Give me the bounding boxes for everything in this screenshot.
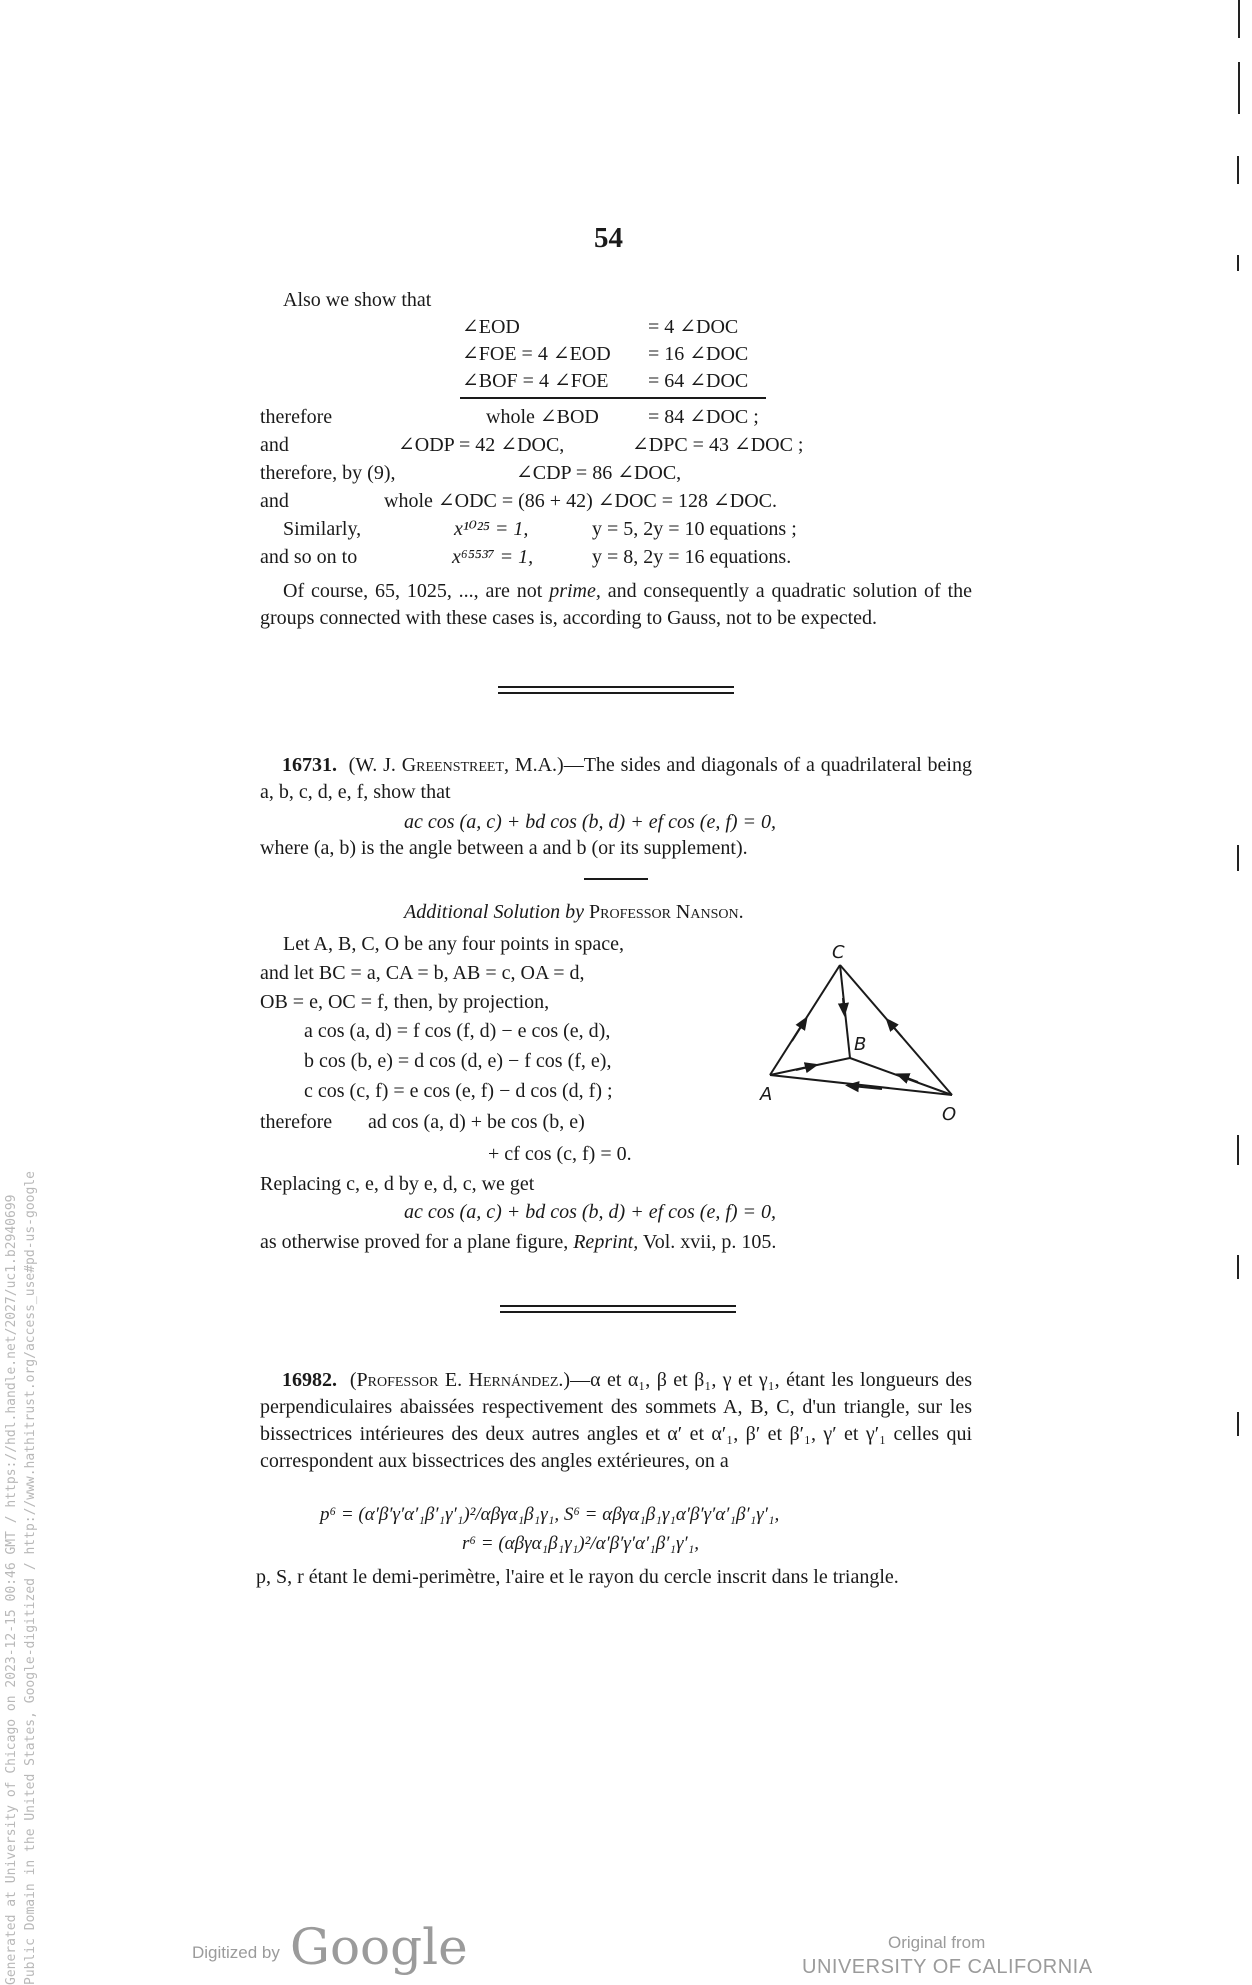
- problem-16982-formula: p⁶ = (α′β′γ′α′₁β′₁γ′₁)²/αβγα₁β₁γ₁, S⁶ = αβγα₁β₁γ₁α′β′γ′α′₁β′₁γ′₁,: [320, 1504, 780, 1525]
- section-divider: [500, 1311, 736, 1313]
- scan-edge-mark: [1237, 255, 1239, 271]
- row-result: = 64 ∠DOC: [648, 370, 749, 392]
- edge-AC: [770, 965, 840, 1075]
- edge-CB: [840, 965, 850, 1058]
- page-number: 54: [594, 222, 623, 254]
- proof-line: OB = e, OC = f, then, by projection,: [260, 991, 550, 1013]
- row-equation: whole ∠BOD: [486, 406, 599, 428]
- row-label: and so on to: [260, 546, 358, 568]
- row-equation: x¹⁰²⁵ = 1,: [454, 518, 529, 540]
- result-formula: ac cos (a, c) + bd cos (b, d) + ef cos (e, f) = 0,: [404, 1201, 777, 1223]
- row-equation: whole ∠ODC = (86 + 42) ∠DOC = 128 ∠DOC.: [384, 490, 777, 512]
- section1-conclusion: Of course, 65, 1025, ..., are not prime, and consequently a quadratic solution of the groups connected with these cases is, according to Gauss, not to be expected.: [260, 580, 972, 629]
- proof-line: and let BC = a, CA = b, AB = c, OA = d,: [260, 962, 585, 984]
- row-result: ∠DPC = 43 ∠DOC ;: [632, 434, 804, 456]
- arrow-OB: [902, 1076, 918, 1082]
- row-equation: ∠ODP = 42 ∠DOC,: [398, 434, 565, 456]
- scan-edge-mark: [1237, 1135, 1239, 1165]
- scan-edge-mark: [1238, 0, 1240, 38]
- problem-16731-note: where (a, b) is the angle between a and b (or its supplement).: [260, 837, 748, 859]
- section-divider: [500, 1305, 736, 1307]
- row-result: = 4 ∠DOC: [648, 316, 739, 338]
- problem-16982-statement: 16982. (Professor E. Hernández.)—α et α₁, β et β₁, γ et γ₁, étant les longueurs des perpendiculaires abaissées respectivement des sommets A, B, C, d'un triangle, sur les bissectrices intérieures des deux autres angles et α′ et α′₁, β′ et β′₁, γ′ et γ′₁ celles qui correspondent aux bissectrices des angles extérieures, on a: [260, 1369, 972, 1472]
- row-equation: ∠FOE = 4 ∠EOD: [462, 343, 611, 365]
- sum-line: + cf cos (c, f) = 0.: [488, 1143, 632, 1165]
- prime-word: prime,: [549, 580, 601, 602]
- row-equation: x⁶⁵⁵³⁷ = 1,: [452, 546, 534, 568]
- row-label: and: [260, 434, 289, 456]
- problem-16731-statement: 16731. (W. J. Greenstreet, M.A.)—The sides and diagonals of a quadrilateral being a, b, c, d, e, f, show that: [260, 754, 972, 803]
- problem-16982-closing: p, S, r étant le demi-perimètre, l'aire et le rayon du cercle inscrit dans le triangle.: [256, 1566, 899, 1588]
- margin-watermark-line2: Public Domain in the United States, Google-digitized / http://www.hathitrust.org/access_use#pd-us-google: [23, 1171, 38, 1985]
- row-equation: ∠BOF = 4 ∠FOE: [462, 370, 609, 392]
- scan-edge-mark: [1237, 156, 1239, 184]
- section-divider: [498, 686, 734, 688]
- row-result: y = 8, 2y = 16 equations.: [592, 546, 792, 568]
- row-label: Similarly,: [283, 518, 362, 540]
- projection-line: b cos (b, e) = d cos (d, e) − f cos (f, e),: [304, 1050, 612, 1072]
- section-divider: [498, 692, 734, 694]
- row-result: y = 5, 2y = 10 equations ;: [592, 518, 797, 540]
- row-label: therefore: [260, 406, 333, 428]
- row-equation: ∠CDP = 86 ∠DOC,: [516, 462, 682, 484]
- original-from-label: Original from: [888, 1933, 986, 1952]
- scan-edge-mark: [1237, 1412, 1239, 1436]
- margin-watermark-line1: Generated at University of Chicago on 2023-12-15 00:46 GMT / https://hdl.handle.net/2027/uc1.b2940699: [4, 1194, 19, 1985]
- sum-rule: [460, 397, 766, 399]
- row-label: and: [260, 490, 289, 512]
- projection-line: a cos (a, d) = f cos (f, d) − e cos (e, d),: [304, 1020, 611, 1042]
- margin-watermark: [2, 1171, 40, 1985]
- arrow-OC: [890, 1023, 902, 1037]
- row-label: therefore, by (9),: [260, 462, 396, 484]
- institution-label: UNIVERSITY OF CALIFORNIA: [802, 1956, 1093, 1978]
- scan-edge-mark: [1237, 1255, 1239, 1279]
- therefore-label: therefore: [260, 1111, 333, 1133]
- row-result: = 16 ∠DOC: [648, 343, 749, 365]
- intro-line: Also we show that: [283, 289, 432, 311]
- problem-16731-formula: ac cos (a, c) + bd cos (b, d) + ef cos (e, f) = 0,: [404, 811, 777, 833]
- label-B: B: [854, 1034, 867, 1055]
- digitized-by-label: Digitized by: [192, 1943, 280, 1962]
- row-equation: ∠EOD: [462, 316, 520, 338]
- reprint-word: Reprint,: [573, 1231, 639, 1253]
- problem-author: (Professor E. Hernández.): [349, 1369, 571, 1391]
- problem-16982-formula: r⁶ = (αβγα₁β₁γ₁)²/α′β′γ′α′₁β′₁γ′₁,: [462, 1533, 699, 1554]
- projection-line: c cos (c, f) = e cos (e, f) − d cos (d, f) ;: [304, 1080, 613, 1102]
- google-logo: Google: [290, 1918, 468, 1976]
- label-A: A: [760, 1084, 773, 1105]
- row-result: = 84 ∠DOC ;: [648, 406, 759, 428]
- closing-line: as otherwise proved for a plane figure, Reprint, Vol. xvii, p. 105.: [260, 1231, 777, 1253]
- tetrahedron-figure: [740, 940, 970, 1130]
- scan-edge-mark: [1237, 845, 1239, 871]
- label-O: O: [942, 1104, 957, 1125]
- sum-line: ad cos (a, d) + be cos (b, e): [368, 1111, 585, 1133]
- problem-number: 16982.: [282, 1369, 337, 1391]
- proof-line: Let A, B, C, O be any four points in space,: [283, 933, 625, 955]
- arrow-CB: [843, 998, 844, 1010]
- arrow-CA: [792, 1022, 804, 1041]
- short-divider: [584, 878, 648, 880]
- solution-heading: Additional Solution by Professor Nanson.: [404, 901, 744, 923]
- problem-author: (W. J. Greenstreet, M.A.): [348, 754, 564, 776]
- label-C: C: [832, 942, 845, 963]
- problem-number: 16731.: [282, 754, 337, 776]
- scan-edge-mark: [1238, 62, 1240, 114]
- replacing-line: Replacing c, e, d by e, d, c, we get: [260, 1173, 535, 1195]
